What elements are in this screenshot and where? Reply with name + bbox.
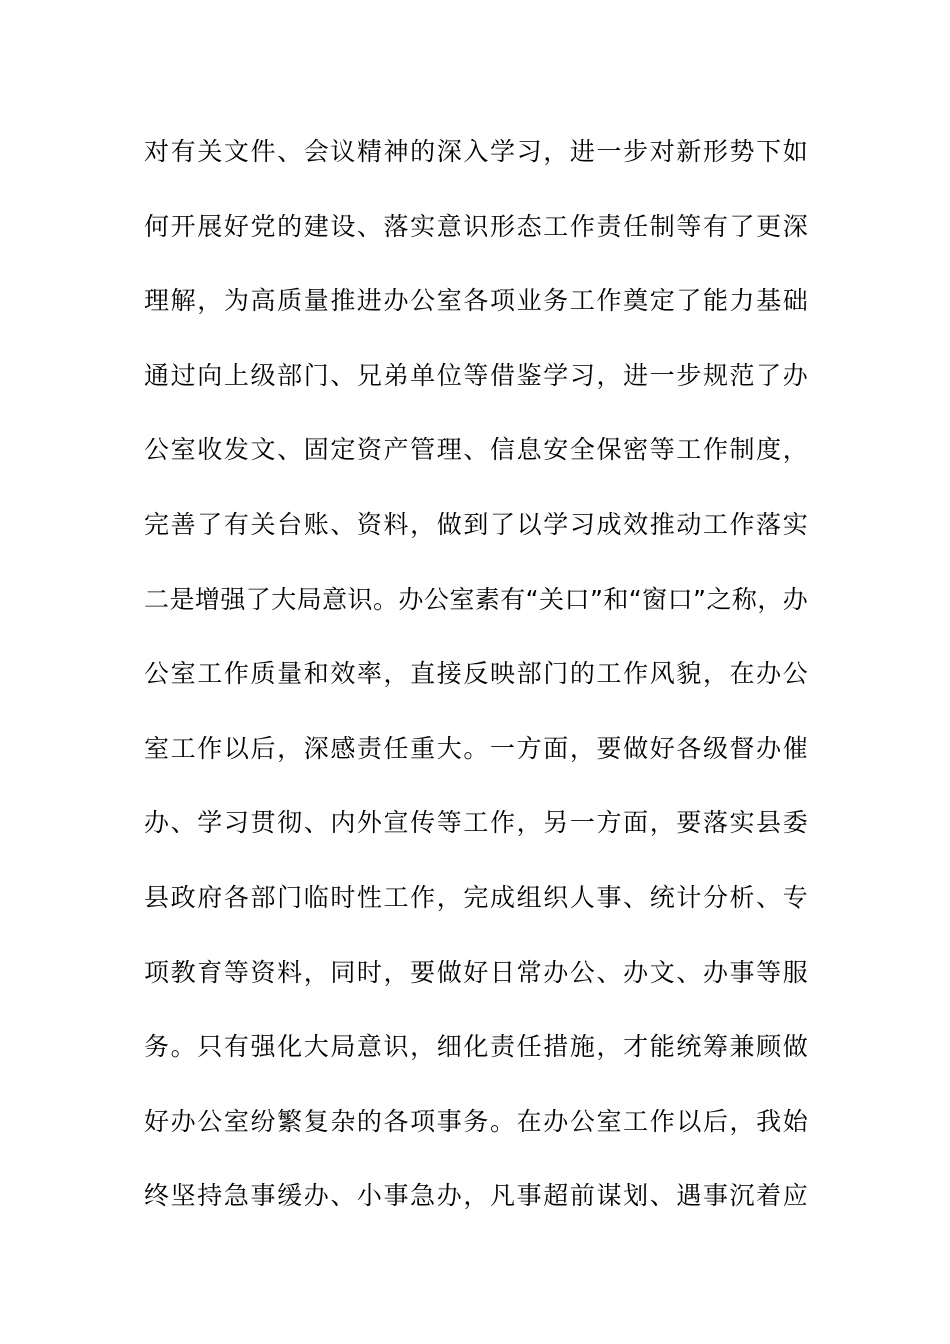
text-line-4: 通过向上级部门、兄弟单位等借鉴学习，进一步规范了办: [144, 360, 808, 390]
text-line-1: 对有关文件、会议精神的深入学习，进一步对新形势下如: [144, 137, 808, 166]
text-line-13: 务。只有强化大局意识，细化责任措施，才能统筹兼顾做: [144, 1032, 808, 1062]
text-line-11: 县政府各部门临时性工作，完成组织人事、统计分析、专: [144, 882, 808, 912]
body-text: [144, 133, 808, 1252]
text-line-2: 何开展好党的建设、落实意识形态工作责任制等有了更深: [144, 211, 808, 241]
text-line-10: 办、学习贯彻、内外宣传等工作，另一方面，要落实县委: [144, 808, 808, 838]
text-line-9: 室工作以后，深感责任重大。一方面，要做好各级督办催: [144, 733, 808, 763]
text-line-5: 公室收发文、固定资产管理、信息安全保密等工作制度，: [144, 435, 808, 465]
text-line-12: 项教育等资料，同时，要做好日常办公、办文、办事等服: [144, 957, 808, 987]
text-line-3: 理解，为高质量推进办公室各项业务工作奠定了能力基础: [144, 286, 808, 316]
text-line-8: 公室工作质量和效率，直接反映部门的工作风貌，在办公: [144, 659, 808, 689]
text-line-7: 二是增强了大局意识。办公室素有“关口”和“窗口”之称，办: [144, 584, 808, 614]
text-line-6: 完善了有关台账、资料，做到了以学习成效推动工作落实: [144, 509, 808, 539]
text-line-15: 终坚持急事缓办、小事急办，凡事超前谋划、遇事沉着应: [144, 1181, 808, 1211]
text-line-14: 好办公室纷繁复杂的各项事务。在办公室工作以后，我始: [144, 1106, 808, 1136]
